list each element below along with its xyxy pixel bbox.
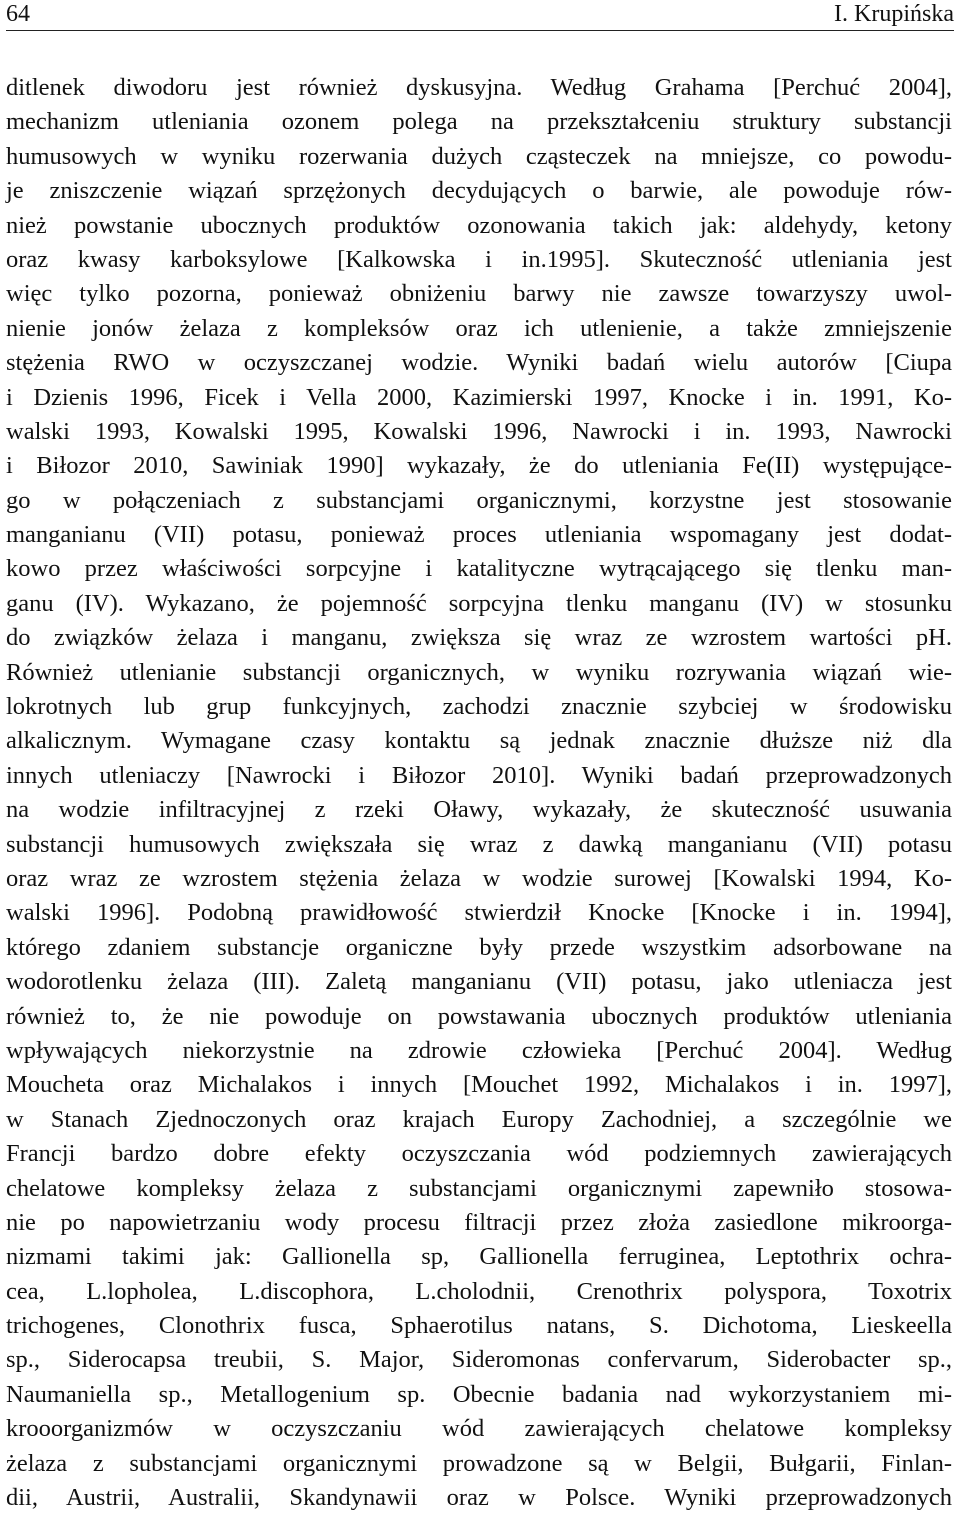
text-line: Francji bardzo dobre efekty oczyszczania wód podziemnych zawierających bbox=[6, 1140, 952, 1168]
text-line: żelaza z substancjami organicznymi prowadzone są w Belgii, Bułgarii, Finlan- bbox=[6, 1449, 952, 1477]
text-line: ditlenek diwodoru jest również dyskusyjna. Według Grahama [Perchuć 2004], bbox=[6, 74, 952, 101]
text-line: stężenia RWO w oczyszczanej wodzie. Wyniki badań wielu autorów [Ciupa bbox=[6, 349, 952, 377]
text-line: więc tylko pozorna, ponieważ obniżeniu barwy nie zawsze towarzyszy uwol- bbox=[6, 280, 952, 308]
text-line: manganianu (VII) potasu, ponieważ proces utleniania wspomagany jest dodat- bbox=[6, 521, 952, 549]
text-line: substancji humusowych zwiększała się wraz z dawką manganianu (VII) potasu bbox=[6, 830, 952, 858]
text-line: trichogenes, Clonothrix fusca, Sphaerotilus natans, S. Dichotoma, Lieskeella bbox=[6, 1312, 952, 1340]
text-line: nizmami takimi jak: Gallionella sp, Gallionella ferruginea, Leptothrix ochra- bbox=[6, 1243, 952, 1271]
text-line: alkalicznym. Wymagane czasy kontaktu są jednak znacznie dłuższe niż dla bbox=[6, 727, 952, 755]
text-line: walski 1993, Kowalski 1995, Kowalski 1996, Nawrocki i in. 1993, Nawrocki bbox=[6, 417, 952, 445]
text-line: nienie jonów żelaza z kompleksów oraz ich utlenienie, a także zmniejszenie bbox=[6, 314, 952, 342]
text-line: walski 1996]. Podobną prawidłowość stwierdził Knocke [Knocke i in. 1994], bbox=[6, 899, 952, 927]
text-line: lokrotnych lub grup funkcyjnych, zachodzi znacznie szybciej w środowisku bbox=[6, 693, 952, 721]
text-line: sp., Siderocapsa treubii, S. Major, Sideromonas confervarum, Siderobacter sp., bbox=[6, 1346, 952, 1374]
text-line: w Stanach Zjednoczonych oraz krajach Europy Zachodniej, a szczególnie we bbox=[6, 1105, 952, 1133]
text-line: wpływających niekorzystnie na zdrowie człowieka [Perchuć 2004]. Według bbox=[6, 1036, 952, 1064]
text-line: do związków żelaza i manganu, zwiększa się wraz ze wzrostem wartości pH. bbox=[6, 624, 952, 652]
text-line: wodorotlenku żelaza (III). Zaletą manganianu (VII) potasu, jako utleniacza jest bbox=[6, 968, 952, 996]
text-line: kowo przez właściwości sorpcyjne i katalityczne wytrącającego się tlenku man- bbox=[6, 555, 952, 583]
body-paragraph bbox=[6, 71, 952, 1515]
text-line: je zniszczenie wiązań sprzężonych decydujących o barwie, ale powoduje rów- bbox=[6, 177, 952, 205]
text-line: go w połączeniach z substancjami organicznymi, korzystne jest stosowanie bbox=[6, 486, 952, 514]
running-header bbox=[6, 0, 954, 31]
text-line: i Biłozor 2010, Sawiniak 1990] wykazały, że do utleniania Fe(II) występujące- bbox=[6, 452, 952, 480]
text-line: mechanizm utleniania ozonem polega na przekształceniu struktury substancji bbox=[6, 108, 952, 136]
text-line: humusowych w wyniku rozerwania dużych cząsteczek na mniejsze, co powodu- bbox=[6, 142, 952, 170]
text-line: Moucheta oraz Michalakos i innych [Mouchet 1992, Michalakos i in. 1997], bbox=[6, 1071, 952, 1099]
text-line: nie po napowietrzaniu wody procesu filtracji przez złoża zasiedlone mikroorga- bbox=[6, 1208, 952, 1236]
text-line: krooorganizmów w oczyszczaniu wód zawierających chelatowe kompleksy bbox=[6, 1415, 952, 1443]
text-line: i Dzienis 1996, Ficek i Vella 2000, Kazimierski 1997, Knocke i in. 1991, Ko- bbox=[6, 383, 952, 411]
text-line: którego zdaniem substancje organiczne były przede wszystkim adsorbowane na bbox=[6, 933, 952, 961]
text-line: oraz wraz ze wzrostem stężenia żelaza w wodzie surowej [Kowalski 1994, Ko- bbox=[6, 864, 952, 892]
text-line: Naumaniella sp., Metallogenium sp. Obecnie badania nad wykorzystaniem mi- bbox=[6, 1380, 952, 1408]
text-line: na wodzie infiltracyjnej z rzeki Oławy, wykazały, że skuteczność usuwania bbox=[6, 796, 952, 824]
text-line: oraz kwasy karboksylowe [Kalkowska i in.1995]. Skuteczność utleniania jest bbox=[6, 245, 952, 273]
text-line: Również utlenianie substancji organicznych, w wyniku rozrywania wiązań wie- bbox=[6, 658, 952, 686]
text-line: dii, Austrii, Australii, Skandynawii oraz w Polsce. Wyniki przeprowadzonych bbox=[6, 1484, 952, 1512]
page-number: 64 bbox=[6, 1, 30, 27]
text-line: cea, L.lopholea, L.discophora, L.cholodnii, Crenothrix polyspora, Toxotrix bbox=[6, 1277, 952, 1305]
text-line: innych utleniaczy [Nawrocki i Biłozor 2010]. Wyniki badań przeprowadzonych bbox=[6, 761, 952, 789]
author-name: I. Krupińska bbox=[834, 1, 954, 27]
text-line: chelatowe kompleksy żelaza z substancjami organicznymi zapewniło stosowa- bbox=[6, 1174, 952, 1202]
text-line: nież powstanie ubocznych produktów ozonowania takich jak: aldehydy, ketony bbox=[6, 211, 952, 239]
text-line: ganu (IV). Wykazano, że pojemność sorpcyjna tlenku manganu (IV) w stosunku bbox=[6, 589, 952, 617]
text-line: również to, że nie powoduje on powstawania ubocznych produktów utleniania bbox=[6, 1002, 952, 1030]
